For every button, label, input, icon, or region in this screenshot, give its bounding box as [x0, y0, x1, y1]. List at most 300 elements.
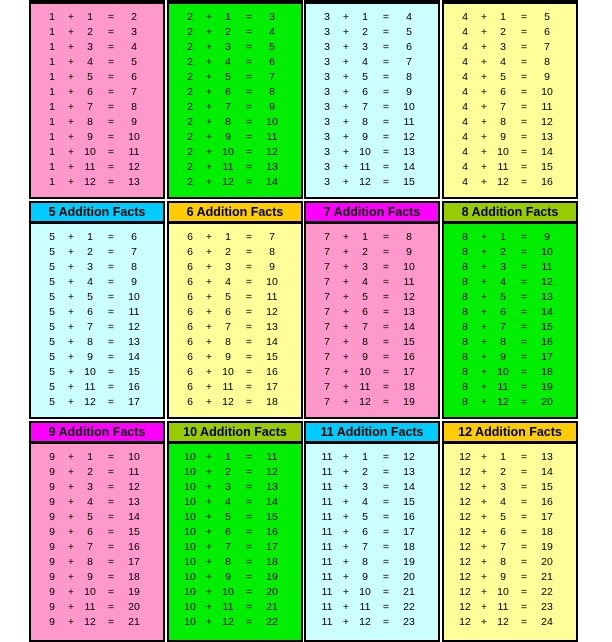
addend-a: 1	[49, 101, 55, 113]
sum: 9	[131, 116, 137, 128]
addend-a: 5	[49, 336, 55, 348]
plus-sign: +	[342, 116, 350, 128]
addend-b: 2	[225, 246, 231, 258]
equals-sign: =	[107, 351, 115, 363]
equals-sign: =	[245, 176, 253, 188]
equals-sign: =	[520, 616, 528, 628]
fact-row	[443, 100, 577, 115]
sum: 21	[403, 586, 415, 598]
sum: 18	[266, 556, 278, 568]
addend-b: 11	[359, 381, 371, 393]
sum: 10	[128, 451, 140, 463]
addend-a: 4	[462, 71, 468, 83]
plus-sign: +	[342, 351, 350, 363]
fact-row	[168, 160, 302, 175]
sum: 11	[266, 451, 278, 463]
addend-b: 9	[362, 351, 368, 363]
addend-b: 2	[87, 246, 93, 258]
fact-row	[30, 615, 164, 630]
fact-row	[30, 260, 164, 275]
plus-sign: +	[205, 526, 213, 538]
sum: 20	[541, 556, 553, 568]
equals-sign: =	[520, 526, 528, 538]
sum: 15	[403, 336, 415, 348]
addend-b: 1	[362, 231, 368, 243]
plus-sign: +	[480, 541, 488, 553]
sum: 5	[544, 11, 550, 23]
plus-sign: +	[205, 366, 213, 378]
addend-a: 11	[321, 496, 333, 508]
fact-row	[443, 615, 577, 630]
fact-row	[443, 10, 577, 25]
addend-b: 7	[225, 541, 231, 553]
equals-sign: =	[107, 511, 115, 523]
addend-a: 12	[459, 496, 471, 508]
sum: 4	[269, 26, 275, 38]
addend-b: 3	[87, 261, 93, 273]
addend-a: 10	[184, 481, 196, 493]
plus-sign: +	[67, 511, 75, 523]
sum: 7	[269, 71, 275, 83]
plus-sign: +	[480, 336, 488, 348]
addend-b: 3	[225, 481, 231, 493]
equals-sign: =	[382, 161, 390, 173]
fact-row	[168, 100, 302, 115]
plus-sign: +	[67, 381, 75, 393]
addend-a: 4	[462, 41, 468, 53]
addend-a: 2	[187, 146, 193, 158]
table-title-9: 9 Addition Facts	[29, 421, 165, 443]
addend-b: 10	[359, 366, 371, 378]
addend-a: 6	[187, 276, 193, 288]
sum: 10	[403, 101, 415, 113]
equals-sign: =	[245, 336, 253, 348]
addend-a: 3	[324, 56, 330, 68]
plus-sign: +	[67, 466, 75, 478]
addend-a: 4	[462, 131, 468, 143]
plus-sign: +	[480, 496, 488, 508]
fact-row	[30, 55, 164, 70]
plus-sign: +	[480, 56, 488, 68]
plus-sign: +	[67, 26, 75, 38]
addend-b: 7	[362, 541, 368, 553]
addend-a: 3	[324, 131, 330, 143]
sum: 16	[266, 526, 278, 538]
equals-sign: =	[245, 541, 253, 553]
equals-sign: =	[382, 231, 390, 243]
equals-sign: =	[382, 496, 390, 508]
equals-sign: =	[382, 261, 390, 273]
sum: 19	[541, 381, 553, 393]
sum: 14	[266, 176, 278, 188]
sum: 5	[131, 56, 137, 68]
addend-a: 1	[49, 176, 55, 188]
fact-row	[168, 320, 302, 335]
fact-row	[30, 175, 164, 190]
equals-sign: =	[107, 246, 115, 258]
sum: 8	[544, 56, 550, 68]
addend-b: 5	[362, 511, 368, 523]
plus-sign: +	[67, 291, 75, 303]
fact-row	[30, 130, 164, 145]
fact-row	[30, 245, 164, 260]
addend-a: 9	[49, 466, 55, 478]
addend-b: 12	[497, 616, 509, 628]
sum: 16	[403, 511, 415, 523]
addend-a: 6	[187, 261, 193, 273]
addend-a: 1	[49, 41, 55, 53]
sum: 18	[541, 526, 553, 538]
fact-row	[443, 350, 577, 365]
sum: 12	[266, 466, 278, 478]
addend-b: 12	[222, 616, 234, 628]
equals-sign: =	[520, 496, 528, 508]
sum: 17	[266, 381, 278, 393]
plus-sign: +	[205, 26, 213, 38]
plus-sign: +	[205, 496, 213, 508]
plus-sign: +	[67, 261, 75, 273]
plus-sign: +	[342, 71, 350, 83]
addend-a: 9	[49, 571, 55, 583]
addend-b: 10	[222, 586, 234, 598]
addend-a: 3	[324, 101, 330, 113]
addend-b: 8	[362, 336, 368, 348]
fact-row	[443, 570, 577, 585]
equals-sign: =	[520, 556, 528, 568]
fact-row	[305, 600, 439, 615]
sum: 7	[131, 86, 137, 98]
addend-b: 1	[87, 11, 93, 23]
addend-a: 4	[462, 56, 468, 68]
sum: 14	[541, 146, 553, 158]
equals-sign: =	[382, 11, 390, 23]
fact-row	[30, 540, 164, 555]
addend-a: 2	[187, 176, 193, 188]
fact-row	[168, 305, 302, 320]
addend-a: 5	[49, 351, 55, 363]
fact-row	[30, 555, 164, 570]
addend-a: 9	[49, 496, 55, 508]
sum: 22	[266, 616, 278, 628]
fact-row	[30, 380, 164, 395]
addend-b: 9	[362, 131, 368, 143]
plus-sign: +	[342, 86, 350, 98]
addend-b: 2	[225, 466, 231, 478]
equals-sign: =	[245, 261, 253, 273]
addend-a: 12	[459, 481, 471, 493]
addend-a: 3	[324, 41, 330, 53]
fact-row	[305, 615, 439, 630]
fact-row	[443, 465, 577, 480]
plus-sign: +	[480, 351, 488, 363]
fact-row	[30, 335, 164, 350]
plus-sign: +	[480, 366, 488, 378]
addend-a: 7	[324, 396, 330, 408]
plus-sign: +	[480, 526, 488, 538]
plus-sign: +	[342, 511, 350, 523]
equals-sign: =	[245, 291, 253, 303]
sum: 6	[544, 26, 550, 38]
fact-row	[168, 85, 302, 100]
addend-a: 4	[462, 101, 468, 113]
addend-a: 12	[459, 556, 471, 568]
fact-row	[443, 495, 577, 510]
fact-row	[168, 55, 302, 70]
fact-row	[30, 365, 164, 380]
plus-sign: +	[342, 26, 350, 38]
sum: 14	[266, 336, 278, 348]
addend-a: 8	[462, 231, 468, 243]
equals-sign: =	[245, 246, 253, 258]
addend-b: 2	[500, 466, 506, 478]
fact-row	[305, 260, 439, 275]
fact-row	[305, 350, 439, 365]
plus-sign: +	[480, 556, 488, 568]
plus-sign: +	[67, 231, 75, 243]
sum: 7	[131, 246, 137, 258]
table-title-11: 11 Addition Facts	[304, 421, 440, 443]
sum: 14	[128, 351, 140, 363]
equals-sign: =	[107, 451, 115, 463]
plus-sign: +	[205, 351, 213, 363]
sum: 12	[541, 116, 553, 128]
addend-a: 1	[49, 11, 55, 23]
equals-sign: =	[520, 231, 528, 243]
addend-a: 11	[321, 481, 333, 493]
sum: 8	[131, 261, 137, 273]
fact-row	[443, 175, 577, 190]
equals-sign: =	[382, 396, 390, 408]
equals-sign: =	[107, 146, 115, 158]
addend-b: 2	[225, 26, 231, 38]
plus-sign: +	[342, 601, 350, 613]
fact-row	[305, 130, 439, 145]
addend-a: 8	[462, 336, 468, 348]
equals-sign: =	[520, 261, 528, 273]
addend-b: 7	[87, 101, 93, 113]
sum: 17	[128, 396, 140, 408]
fact-row	[168, 510, 302, 525]
fact-row	[30, 305, 164, 320]
equals-sign: =	[245, 306, 253, 318]
fact-row	[305, 365, 439, 380]
equals-sign: =	[245, 571, 253, 583]
plus-sign: +	[205, 146, 213, 158]
addend-a: 12	[459, 601, 471, 613]
equals-sign: =	[245, 131, 253, 143]
sum: 18	[266, 396, 278, 408]
sum: 15	[541, 321, 553, 333]
equals-sign: =	[520, 86, 528, 98]
sum: 9	[544, 71, 550, 83]
fact-row	[443, 585, 577, 600]
addend-a: 4	[462, 161, 468, 173]
sum: 11	[128, 306, 140, 318]
fact-row	[30, 70, 164, 85]
sum: 22	[541, 586, 553, 598]
addend-a: 1	[49, 26, 55, 38]
equals-sign: =	[107, 396, 115, 408]
sum: 21	[266, 601, 278, 613]
plus-sign: +	[67, 481, 75, 493]
sum: 16	[541, 496, 553, 508]
fact-row	[30, 100, 164, 115]
fact-row	[30, 230, 164, 245]
addend-a: 12	[459, 616, 471, 628]
addend-b: 7	[362, 321, 368, 333]
addend-a: 8	[462, 261, 468, 273]
sum: 21	[128, 616, 140, 628]
equals-sign: =	[382, 616, 390, 628]
fact-row	[443, 25, 577, 40]
fact-row	[30, 585, 164, 600]
plus-sign: +	[205, 321, 213, 333]
table-title-7: 7 Addition Facts	[304, 201, 440, 223]
addend-b: 8	[225, 336, 231, 348]
addend-b: 5	[500, 71, 506, 83]
fact-row	[443, 160, 577, 175]
addend-a: 3	[324, 11, 330, 23]
equals-sign: =	[245, 396, 253, 408]
addend-b: 7	[500, 321, 506, 333]
plus-sign: +	[480, 261, 488, 273]
addend-b: 10	[497, 366, 509, 378]
addend-b: 2	[362, 466, 368, 478]
plus-sign: +	[480, 586, 488, 598]
addend-b: 1	[500, 451, 506, 463]
plus-sign: +	[480, 176, 488, 188]
plus-sign: +	[480, 511, 488, 523]
fact-row	[443, 450, 577, 465]
equals-sign: =	[245, 86, 253, 98]
plus-sign: +	[480, 161, 488, 173]
sum: 20	[403, 571, 415, 583]
equals-sign: =	[382, 116, 390, 128]
sum: 13	[128, 336, 140, 348]
fact-row	[168, 175, 302, 190]
addend-b: 7	[225, 321, 231, 333]
plus-sign: +	[67, 131, 75, 143]
plus-sign: +	[67, 116, 75, 128]
sum: 11	[403, 276, 415, 288]
addend-b: 3	[500, 261, 506, 273]
addend-a: 3	[324, 71, 330, 83]
addend-a: 7	[324, 366, 330, 378]
addend-b: 12	[359, 616, 371, 628]
addend-b: 1	[225, 451, 231, 463]
equals-sign: =	[107, 586, 115, 598]
sum: 11	[266, 291, 278, 303]
addend-b: 1	[362, 451, 368, 463]
plus-sign: +	[205, 176, 213, 188]
addend-b: 6	[500, 86, 506, 98]
sum: 15	[266, 351, 278, 363]
addend-b: 8	[87, 336, 93, 348]
equals-sign: =	[245, 276, 253, 288]
sum: 16	[541, 176, 553, 188]
addend-a: 4	[462, 86, 468, 98]
sum: 19	[266, 571, 278, 583]
plus-sign: +	[205, 541, 213, 553]
addend-b: 2	[500, 246, 506, 258]
addend-a: 11	[321, 556, 333, 568]
fact-row	[30, 600, 164, 615]
sum: 19	[403, 396, 415, 408]
addend-b: 11	[222, 161, 234, 173]
sum: 17	[128, 556, 140, 568]
sum: 10	[403, 261, 415, 273]
equals-sign: =	[520, 116, 528, 128]
addend-a: 9	[49, 541, 55, 553]
addend-b: 5	[225, 291, 231, 303]
addend-b: 8	[225, 556, 231, 568]
addend-b: 3	[362, 41, 368, 53]
addend-a: 10	[184, 586, 196, 598]
equals-sign: =	[382, 101, 390, 113]
equals-sign: =	[107, 261, 115, 273]
fact-row	[168, 275, 302, 290]
addend-b: 4	[500, 496, 506, 508]
equals-sign: =	[520, 26, 528, 38]
equals-sign: =	[245, 351, 253, 363]
sum: 14	[541, 306, 553, 318]
equals-sign: =	[107, 306, 115, 318]
sum: 19	[541, 541, 553, 553]
plus-sign: +	[67, 336, 75, 348]
fact-row	[168, 25, 302, 40]
addend-a: 1	[49, 56, 55, 68]
addend-b: 7	[87, 321, 93, 333]
addend-a: 8	[462, 306, 468, 318]
equals-sign: =	[382, 511, 390, 523]
equals-sign: =	[245, 146, 253, 158]
fact-row	[168, 450, 302, 465]
fact-row	[443, 555, 577, 570]
sum: 16	[128, 381, 140, 393]
fact-row	[168, 230, 302, 245]
equals-sign: =	[245, 116, 253, 128]
equals-sign: =	[107, 496, 115, 508]
fact-row	[443, 55, 577, 70]
equals-sign: =	[245, 601, 253, 613]
addend-a: 9	[49, 616, 55, 628]
addend-a: 10	[184, 571, 196, 583]
sum: 23	[403, 616, 415, 628]
fact-row	[443, 320, 577, 335]
addend-a: 1	[49, 131, 55, 143]
fact-row	[443, 115, 577, 130]
addend-a: 12	[459, 541, 471, 553]
addend-b: 6	[87, 526, 93, 538]
fact-row	[443, 245, 577, 260]
sum: 3	[131, 26, 137, 38]
addend-b: 8	[87, 556, 93, 568]
sum: 18	[128, 571, 140, 583]
sum: 6	[406, 41, 412, 53]
fact-row	[305, 100, 439, 115]
equals-sign: =	[245, 321, 253, 333]
addend-b: 6	[500, 526, 506, 538]
addend-a: 12	[459, 571, 471, 583]
addend-a: 10	[184, 526, 196, 538]
addend-b: 8	[87, 116, 93, 128]
plus-sign: +	[342, 321, 350, 333]
sum: 14	[403, 161, 415, 173]
addend-a: 2	[187, 161, 193, 173]
plus-sign: +	[342, 276, 350, 288]
fact-row	[443, 380, 577, 395]
sum: 2	[131, 11, 137, 23]
